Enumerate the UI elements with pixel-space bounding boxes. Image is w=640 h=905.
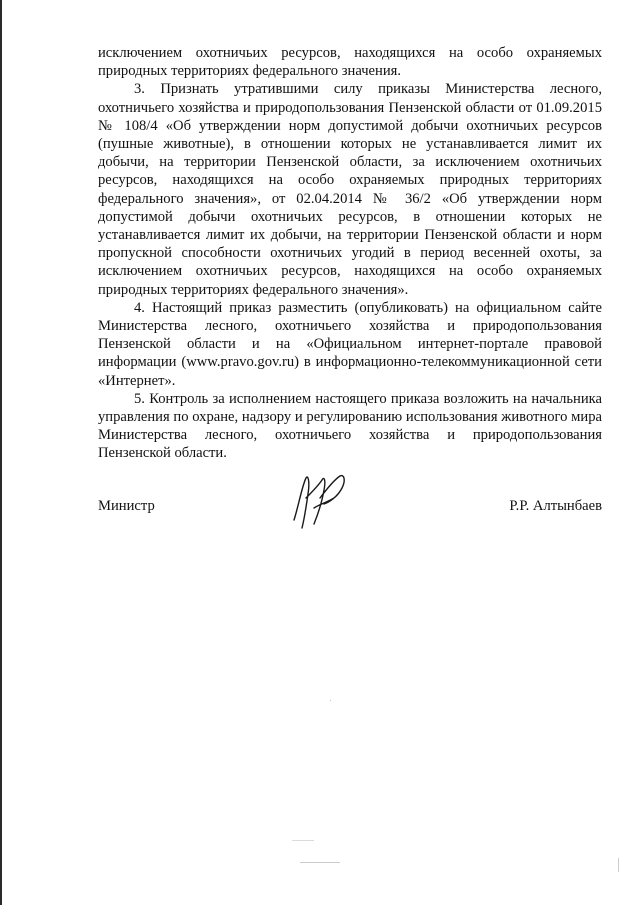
scan-noise [292, 840, 314, 841]
signatory-position: Министр [98, 498, 155, 514]
paragraph-continuation: исключением охотничьих ресурсов, находящихся на особо охраняемых природных территориях федерального значения. [98, 45, 602, 80]
signatory-name: Р.Р. Алтынбаев [509, 498, 602, 514]
scan-noise [300, 862, 340, 863]
document-body [98, 44, 602, 463]
paragraph-item-4: 4. Настоящий приказ разместить (опубликовать) на официальном сайте Министерства лесного, охотничьего хозяйства и природопользования Пензенской области и на «Официальном интернет-портале правовой информации (www.pravo.gov.ru) в информационно-телекоммуникационной сети «Интернет». [98, 299, 602, 389]
paragraph-item-3: 3. Признать утратившими силу приказы Министерства лесного, охотничьего хозяйства и природопользования Пензенской области от 01.09.2015 № 108/4 «Об утверждении норм допустимой добычи охотничьих ресурсов (пушные животные), в отношении которых не устанавливается лимит их добычи, на территории Пензенской области, за исключением охотничьих ресурсов, находящихся на особо охраняемых природных территориях федерального значения», от 02.04.2014 № 36/2 «Об утверждении норм допустимой добычи охотничьих ресурсов, в отношении которых не устанавливается лимит их добычи, на территории Пензенской области и норм пропускной способности охотничьих угодий в период весенней охоты, за исключением охотничьих ресурсов, находящихся на особо охраняемых природных территориях федерального значения». [98, 81, 602, 298]
signature-block [98, 490, 602, 530]
scan-noise [618, 858, 619, 872]
page-edge-shadow [0, 0, 2, 905]
scan-noise [330, 700, 331, 701]
handwritten-signature [284, 468, 354, 532]
paragraph-item-5: 5. Контроль за исполнением настоящего приказа возложить на начальника управления по охране, надзору и регулированию использования животного мира Министерства лесного, охотничьего хозяйства и природопользования Пензенской области. [98, 390, 602, 462]
